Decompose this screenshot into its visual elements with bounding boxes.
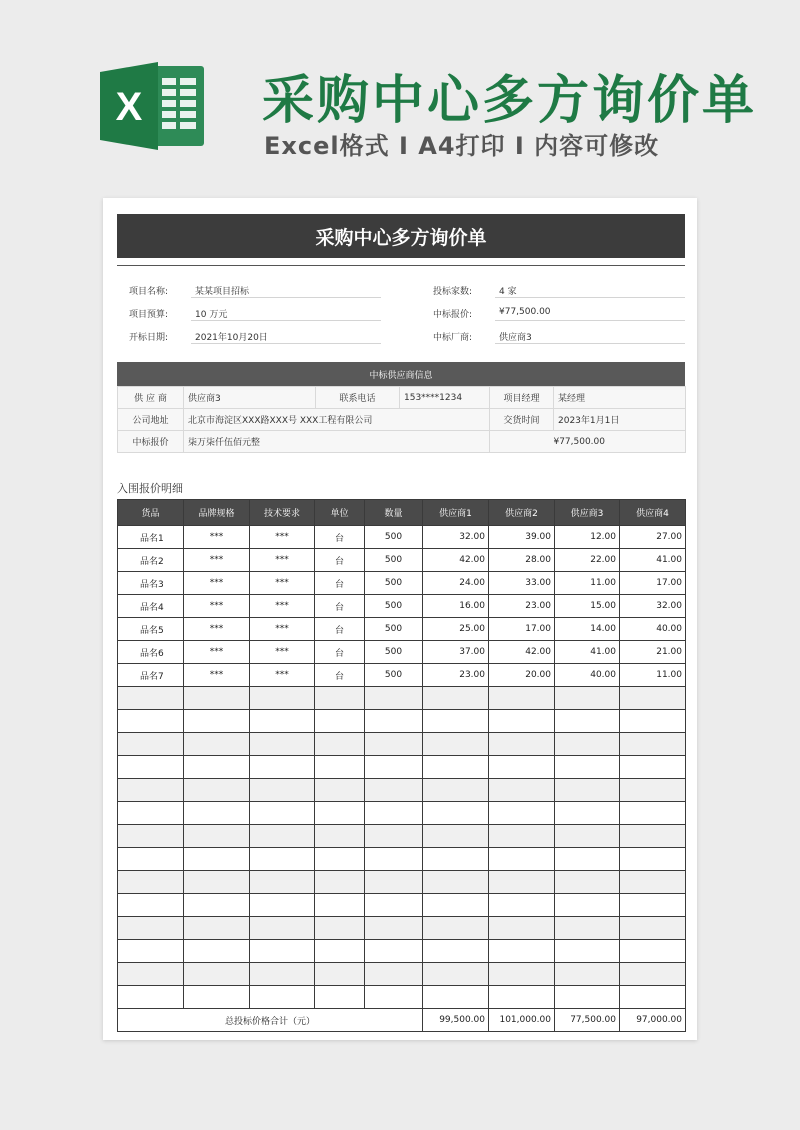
- empty-cell[interactable]: [118, 986, 184, 1009]
- empty-cell[interactable]: [365, 710, 423, 733]
- empty-cell[interactable]: [315, 963, 365, 986]
- table-cell[interactable]: 品名6: [118, 641, 184, 664]
- document-paper: [103, 198, 697, 1040]
- table-cell[interactable]: 28.00: [489, 549, 555, 572]
- empty-cell[interactable]: [620, 687, 686, 710]
- table-cell[interactable]: ***: [184, 595, 250, 618]
- table-cell[interactable]: 500: [365, 664, 423, 687]
- total-cell[interactable]: 101,000.00: [489, 1009, 555, 1032]
- empty-cell[interactable]: [620, 871, 686, 894]
- table-cell[interactable]: ***: [184, 549, 250, 572]
- empty-cell[interactable]: [184, 986, 250, 1009]
- table-cell[interactable]: 23.00: [423, 664, 489, 687]
- detail-section-label: 入围报价明细: [117, 482, 183, 495]
- table-cell[interactable]: ***: [250, 572, 315, 595]
- empty-cell[interactable]: [250, 940, 315, 963]
- empty-cell[interactable]: [489, 756, 555, 779]
- empty-cell[interactable]: [250, 917, 315, 940]
- empty-cell[interactable]: [184, 871, 250, 894]
- empty-cell[interactable]: [118, 687, 184, 710]
- table-row: [118, 595, 686, 618]
- table-row: [118, 526, 686, 549]
- empty-cell[interactable]: [489, 687, 555, 710]
- table-cell[interactable]: 台: [315, 595, 365, 618]
- col-header: 技术要求: [250, 500, 315, 526]
- empty-cell[interactable]: [489, 779, 555, 802]
- empty-cell[interactable]: [423, 710, 489, 733]
- empty-cell[interactable]: [555, 779, 620, 802]
- empty-cell[interactable]: [184, 756, 250, 779]
- empty-cell[interactable]: [365, 917, 423, 940]
- table-cell[interactable]: 500: [365, 641, 423, 664]
- table-cell[interactable]: 500: [365, 595, 423, 618]
- empty-cell[interactable]: [555, 756, 620, 779]
- banner-subtitle: Excel格式 I A4打印 I 内容可修改: [264, 132, 660, 160]
- table-row: [118, 549, 686, 572]
- table-cell[interactable]: 15.00: [555, 595, 620, 618]
- empty-cell[interactable]: [250, 687, 315, 710]
- table-cell[interactable]: 41.00: [555, 641, 620, 664]
- empty-cell[interactable]: [365, 756, 423, 779]
- empty-cell[interactable]: [365, 802, 423, 825]
- empty-row: [118, 825, 686, 848]
- table-cell[interactable]: ***: [184, 526, 250, 549]
- empty-cell[interactable]: [315, 848, 365, 871]
- empty-cell[interactable]: [489, 710, 555, 733]
- empty-cell[interactable]: [620, 986, 686, 1009]
- empty-cell[interactable]: [365, 871, 423, 894]
- delivery-label: 交货时间: [490, 409, 554, 431]
- empty-cell[interactable]: [489, 917, 555, 940]
- empty-cell[interactable]: [489, 940, 555, 963]
- empty-cell[interactable]: [620, 917, 686, 940]
- empty-cell[interactable]: [423, 940, 489, 963]
- empty-cell[interactable]: [315, 802, 365, 825]
- table-cell[interactable]: 23.00: [489, 595, 555, 618]
- empty-cell[interactable]: [118, 756, 184, 779]
- table-cell[interactable]: 500: [365, 549, 423, 572]
- table-cell[interactable]: 台: [315, 618, 365, 641]
- table-cell[interactable]: 台: [315, 664, 365, 687]
- empty-cell[interactable]: [489, 963, 555, 986]
- empty-cell[interactable]: [489, 986, 555, 1009]
- empty-cell[interactable]: [423, 779, 489, 802]
- table-cell[interactable]: 27.00: [620, 526, 686, 549]
- empty-cell[interactable]: [555, 871, 620, 894]
- empty-row: [118, 733, 686, 756]
- col-header: 数量: [365, 500, 423, 526]
- empty-cell[interactable]: [315, 940, 365, 963]
- col-header: 货品: [118, 500, 184, 526]
- vendor-value[interactable]: 供应商3: [184, 387, 316, 409]
- empty-row: [118, 894, 686, 917]
- empty-cell[interactable]: [365, 779, 423, 802]
- empty-cell[interactable]: [620, 848, 686, 871]
- empty-cell[interactable]: [489, 825, 555, 848]
- empty-cell[interactable]: [184, 848, 250, 871]
- table-cell[interactable]: 12.00: [555, 526, 620, 549]
- quote-label: 中标报价: [118, 431, 184, 453]
- table-cell[interactable]: 品名2: [118, 549, 184, 572]
- empty-cell[interactable]: [184, 917, 250, 940]
- info-underline: [191, 343, 381, 344]
- table-cell[interactable]: 32.00: [620, 595, 686, 618]
- empty-cell[interactable]: [423, 733, 489, 756]
- total-row: [118, 1009, 686, 1032]
- budget-value[interactable]: 10 万元: [195, 310, 228, 320]
- table-cell[interactable]: 42.00: [423, 549, 489, 572]
- title-divider: [117, 265, 685, 266]
- empty-cell[interactable]: [555, 687, 620, 710]
- empty-cell[interactable]: [365, 733, 423, 756]
- table-row: [118, 641, 686, 664]
- empty-cell[interactable]: [423, 848, 489, 871]
- empty-cell[interactable]: [315, 871, 365, 894]
- empty-cell[interactable]: [423, 871, 489, 894]
- document-title: 采购中心多方询价单: [117, 214, 685, 258]
- table-cell[interactable]: 品名7: [118, 664, 184, 687]
- empty-row: [118, 710, 686, 733]
- empty-cell[interactable]: [184, 687, 250, 710]
- table-cell[interactable]: 11.00: [620, 664, 686, 687]
- table-cell[interactable]: 台: [315, 526, 365, 549]
- table-cell[interactable]: ***: [250, 618, 315, 641]
- empty-cell[interactable]: [315, 986, 365, 1009]
- table-cell[interactable]: ***: [250, 664, 315, 687]
- quote-amount[interactable]: ¥77,500.00: [490, 431, 686, 453]
- supplier-section-header: 中标供应商信息: [117, 362, 685, 386]
- vendor-label: 供 应 商: [118, 387, 184, 409]
- empty-row: [118, 871, 686, 894]
- empty-cell[interactable]: [250, 779, 315, 802]
- empty-cell[interactable]: [250, 986, 315, 1009]
- table-cell[interactable]: 品名4: [118, 595, 184, 618]
- empty-cell[interactable]: [489, 802, 555, 825]
- table-cell[interactable]: 台: [315, 549, 365, 572]
- table-cell[interactable]: 台: [315, 641, 365, 664]
- empty-cell[interactable]: [620, 756, 686, 779]
- empty-cell[interactable]: [555, 917, 620, 940]
- table-cell[interactable]: ***: [184, 641, 250, 664]
- address-label: 公司地址: [118, 409, 184, 431]
- empty-cell[interactable]: [423, 825, 489, 848]
- empty-cell[interactable]: [620, 802, 686, 825]
- project-name-label: 项目名称:: [129, 287, 169, 297]
- empty-cell[interactable]: [620, 710, 686, 733]
- empty-cell[interactable]: [555, 894, 620, 917]
- empty-cell[interactable]: [250, 756, 315, 779]
- table-cell[interactable]: 22.00: [555, 549, 620, 572]
- excel-logo-letter: X: [115, 85, 143, 129]
- col-header: 供应商4: [620, 500, 686, 526]
- table-cell[interactable]: 11.00: [555, 572, 620, 595]
- table-cell[interactable]: 17.00: [489, 618, 555, 641]
- table-cell[interactable]: 33.00: [489, 572, 555, 595]
- empty-cell[interactable]: [118, 894, 184, 917]
- empty-cell[interactable]: [184, 710, 250, 733]
- empty-cell[interactable]: [118, 940, 184, 963]
- empty-cell[interactable]: [620, 940, 686, 963]
- total-cell[interactable]: 77,500.00: [555, 1009, 620, 1032]
- manager-value[interactable]: 某经理: [554, 387, 686, 409]
- table-cell[interactable]: 台: [315, 572, 365, 595]
- table-cell[interactable]: ***: [250, 549, 315, 572]
- empty-cell[interactable]: [315, 779, 365, 802]
- empty-cell[interactable]: [118, 963, 184, 986]
- info-underline: [495, 343, 685, 344]
- phone-value[interactable]: 153****1234: [400, 387, 490, 409]
- winning-vendor-label: 中标厂商:: [433, 333, 473, 343]
- empty-cell[interactable]: [250, 871, 315, 894]
- empty-cell[interactable]: [118, 825, 184, 848]
- open-date-label: 开标日期:: [129, 333, 169, 343]
- bidders-label: 投标家数:: [433, 287, 473, 297]
- empty-cell[interactable]: [365, 848, 423, 871]
- empty-cell[interactable]: [365, 687, 423, 710]
- empty-cell[interactable]: [423, 802, 489, 825]
- empty-cell[interactable]: [555, 825, 620, 848]
- empty-cell[interactable]: [118, 710, 184, 733]
- budget-label: 项目预算:: [129, 310, 169, 320]
- empty-row: [118, 917, 686, 940]
- empty-cell[interactable]: [489, 733, 555, 756]
- empty-cell[interactable]: [184, 963, 250, 986]
- empty-cell[interactable]: [555, 802, 620, 825]
- empty-cell[interactable]: [184, 802, 250, 825]
- info-underline: [495, 320, 685, 321]
- table-cell[interactable]: 20.00: [489, 664, 555, 687]
- table-cell[interactable]: 41.00: [620, 549, 686, 572]
- empty-cell[interactable]: [365, 894, 423, 917]
- empty-cell[interactable]: [118, 848, 184, 871]
- supplier-info-table: [117, 386, 686, 453]
- table-cell[interactable]: 品名1: [118, 526, 184, 549]
- table-cell[interactable]: 500: [365, 572, 423, 595]
- col-header: 品牌规格: [184, 500, 250, 526]
- col-header: 单位: [315, 500, 365, 526]
- table-cell[interactable]: 37.00: [423, 641, 489, 664]
- excel-logo-icon: [100, 58, 208, 154]
- winning-price-label: 中标报价:: [433, 310, 473, 320]
- phone-label: 联系电话: [316, 387, 400, 409]
- empty-cell[interactable]: [184, 894, 250, 917]
- table-cell[interactable]: ***: [250, 595, 315, 618]
- empty-cell[interactable]: [423, 917, 489, 940]
- table-cell[interactable]: ***: [184, 572, 250, 595]
- manager-label: 项目经理: [490, 387, 554, 409]
- table-cell[interactable]: 24.00: [423, 572, 489, 595]
- empty-cell[interactable]: [250, 710, 315, 733]
- empty-cell[interactable]: [620, 733, 686, 756]
- empty-cell[interactable]: [118, 733, 184, 756]
- empty-cell[interactable]: [118, 917, 184, 940]
- empty-cell[interactable]: [118, 871, 184, 894]
- table-cell[interactable]: 17.00: [620, 572, 686, 595]
- empty-cell[interactable]: [250, 963, 315, 986]
- empty-cell[interactable]: [315, 894, 365, 917]
- empty-cell[interactable]: [184, 825, 250, 848]
- empty-cell[interactable]: [365, 940, 423, 963]
- table-cell[interactable]: 16.00: [423, 595, 489, 618]
- col-header: 供应商1: [423, 500, 489, 526]
- info-underline: [495, 297, 685, 298]
- empty-row: [118, 756, 686, 779]
- quote-detail-table: [117, 499, 686, 1032]
- empty-cell[interactable]: [555, 848, 620, 871]
- table-cell[interactable]: 40.00: [620, 618, 686, 641]
- empty-cell[interactable]: [555, 963, 620, 986]
- table-cell[interactable]: ***: [184, 664, 250, 687]
- empty-row: [118, 687, 686, 710]
- empty-cell[interactable]: [555, 733, 620, 756]
- empty-cell[interactable]: [315, 756, 365, 779]
- empty-cell[interactable]: [620, 963, 686, 986]
- empty-cell[interactable]: [489, 871, 555, 894]
- empty-cell[interactable]: [423, 986, 489, 1009]
- open-date-value[interactable]: 2021年10月20日: [195, 333, 268, 343]
- table-cell[interactable]: 14.00: [555, 618, 620, 641]
- table-cell[interactable]: 39.00: [489, 526, 555, 549]
- empty-cell[interactable]: [250, 894, 315, 917]
- table-cell[interactable]: 品名5: [118, 618, 184, 641]
- empty-row: [118, 779, 686, 802]
- banner-title: 采购中心多方询价单: [262, 71, 758, 131]
- winning-price-value[interactable]: ¥77,500.00: [499, 307, 551, 317]
- empty-cell[interactable]: [423, 894, 489, 917]
- col-header: 供应商3: [555, 500, 620, 526]
- delivery-value[interactable]: 2023年1月1日: [554, 409, 686, 431]
- empty-cell[interactable]: [555, 710, 620, 733]
- empty-cell[interactable]: [250, 825, 315, 848]
- empty-cell[interactable]: [555, 986, 620, 1009]
- empty-cell[interactable]: [315, 687, 365, 710]
- winning-vendor-value[interactable]: 供应商3: [499, 333, 532, 343]
- empty-cell[interactable]: [365, 825, 423, 848]
- empty-cell[interactable]: [184, 733, 250, 756]
- bidders-value[interactable]: 4 家: [499, 287, 517, 297]
- table-row: [118, 618, 686, 641]
- table-cell[interactable]: 25.00: [423, 618, 489, 641]
- project-name-value[interactable]: 某某项目招标: [195, 287, 250, 297]
- empty-cell[interactable]: [250, 802, 315, 825]
- info-underline: [191, 320, 381, 321]
- empty-cell[interactable]: [118, 779, 184, 802]
- info-underline: [191, 297, 381, 298]
- table-cell[interactable]: 500: [365, 526, 423, 549]
- empty-cell[interactable]: [315, 733, 365, 756]
- total-cell[interactable]: 99,500.00: [423, 1009, 489, 1032]
- empty-cell[interactable]: [423, 687, 489, 710]
- address-value[interactable]: 北京市海淀区XXX路XXX号 XXX工程有限公司: [184, 409, 490, 431]
- empty-cell[interactable]: [184, 779, 250, 802]
- table-cell[interactable]: ***: [250, 526, 315, 549]
- table-cell[interactable]: 32.00: [423, 526, 489, 549]
- table-cell[interactable]: ***: [250, 641, 315, 664]
- quote-text[interactable]: 柒万柒仟伍佰元整: [184, 431, 490, 453]
- total-cell[interactable]: 97,000.00: [620, 1009, 686, 1032]
- empty-cell[interactable]: [620, 894, 686, 917]
- empty-row: [118, 963, 686, 986]
- empty-cell[interactable]: [365, 963, 423, 986]
- empty-row: [118, 848, 686, 871]
- empty-cell[interactable]: [184, 940, 250, 963]
- table-cell[interactable]: 42.00: [489, 641, 555, 664]
- empty-cell[interactable]: [620, 825, 686, 848]
- empty-cell[interactable]: [423, 963, 489, 986]
- empty-cell[interactable]: [365, 986, 423, 1009]
- col-header: 供应商2: [489, 500, 555, 526]
- empty-cell[interactable]: [423, 756, 489, 779]
- empty-row: [118, 802, 686, 825]
- empty-row: [118, 986, 686, 1009]
- empty-cell[interactable]: [620, 779, 686, 802]
- table-cell[interactable]: 21.00: [620, 641, 686, 664]
- detail-header-row: [118, 500, 686, 526]
- empty-cell[interactable]: [555, 940, 620, 963]
- total-label: 总投标价格合计（元）: [118, 1009, 423, 1032]
- table-cell[interactable]: ***: [184, 618, 250, 641]
- empty-cell[interactable]: [315, 825, 365, 848]
- empty-row: [118, 940, 686, 963]
- empty-cell[interactable]: [250, 848, 315, 871]
- table-row: [118, 572, 686, 595]
- empty-cell[interactable]: [489, 894, 555, 917]
- empty-cell[interactable]: [315, 710, 365, 733]
- table-cell[interactable]: 500: [365, 618, 423, 641]
- table-row: [118, 664, 686, 687]
- table-cell[interactable]: 40.00: [555, 664, 620, 687]
- empty-cell[interactable]: [489, 848, 555, 871]
- empty-cell[interactable]: [315, 917, 365, 940]
- empty-cell[interactable]: [250, 733, 315, 756]
- table-cell[interactable]: 品名3: [118, 572, 184, 595]
- empty-cell[interactable]: [118, 802, 184, 825]
